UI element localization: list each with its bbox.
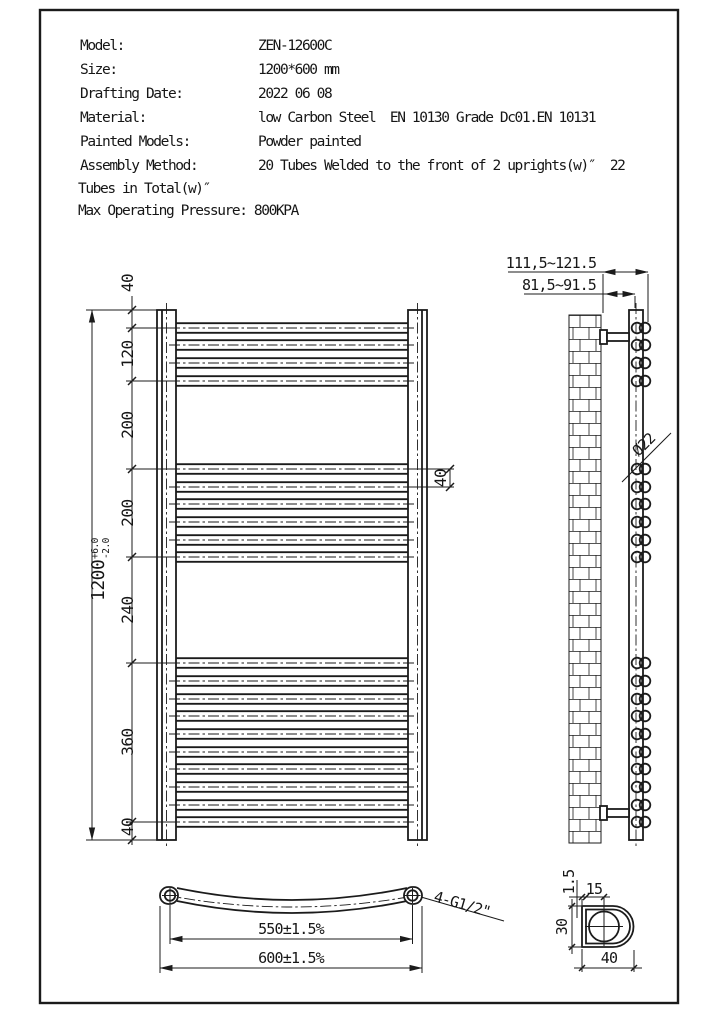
front-overall-tol-minus: -2.0 bbox=[101, 538, 112, 559]
front-view bbox=[86, 274, 454, 847]
painted-models-label: Painted Models: bbox=[80, 134, 190, 150]
front-tubes bbox=[169, 323, 415, 827]
thread-text: 4-G1/2" bbox=[431, 887, 493, 921]
overall-width-text: 600±1.5% bbox=[258, 949, 324, 967]
seg-dim-120: 120 bbox=[118, 340, 137, 368]
d-profile bbox=[582, 906, 633, 947]
painted-models-value: Powder painted bbox=[258, 134, 361, 150]
wall-section bbox=[569, 315, 601, 843]
mount-range-outer-text: 111,5~121.5 bbox=[505, 254, 597, 272]
model-value: ZEN-12600C bbox=[258, 38, 332, 54]
detail-depth-dim bbox=[574, 949, 642, 972]
title-block bbox=[80, 34, 658, 222]
pipe-centres-text: 550±1.5% bbox=[258, 920, 324, 938]
material-label: Material: bbox=[80, 110, 146, 126]
wall-hatch bbox=[569, 315, 601, 843]
plan-left-fitting bbox=[160, 887, 178, 904]
wall-thickness-text: 1.5 bbox=[560, 869, 578, 895]
assembly-method-label: Assembly Method: bbox=[80, 158, 198, 174]
seg-dim-40-bottom: 40 bbox=[118, 817, 137, 837]
section-detail bbox=[553, 870, 642, 972]
plan-right-fitting bbox=[404, 887, 422, 904]
size-value: 1200*600 mm bbox=[258, 62, 339, 78]
seg-dim-200-a: 200 bbox=[118, 411, 137, 439]
front-overall-dim-text: 1200 bbox=[88, 559, 109, 601]
material-value: low Carbon Steel EN 10130 Grade Dc01.EN 10131 bbox=[258, 110, 596, 126]
front-left-upright bbox=[157, 303, 176, 847]
assembly-continuation: Tubes in Total(w)″ bbox=[78, 181, 210, 197]
top-bracket bbox=[600, 330, 629, 344]
side-mount-dims bbox=[506, 254, 648, 322]
detail-wall-dim bbox=[560, 870, 578, 918]
front-right-upright bbox=[408, 303, 427, 847]
seg-dim-40-top: 40 bbox=[118, 273, 137, 293]
title-row-assembly bbox=[80, 154, 658, 178]
bottom-view bbox=[160, 887, 504, 973]
title-row-model bbox=[80, 34, 658, 58]
max-pressure-line: Max Operating Pressure: 800KPA bbox=[78, 203, 298, 219]
model-label: Model: bbox=[80, 38, 124, 54]
assembly-method-value: 20 Tubes Welded to the front of 2 uprights(w)″ 22 bbox=[258, 158, 625, 174]
side-tube-circles bbox=[632, 323, 651, 828]
seg-dim-240: 240 bbox=[118, 596, 137, 624]
seg-dim-200-b: 200 bbox=[118, 499, 137, 527]
seg-dim-360: 360 bbox=[118, 728, 137, 756]
plan-curved-tube bbox=[165, 888, 419, 913]
front-pitch-dim bbox=[410, 465, 454, 491]
profile-depth-text: 40 bbox=[600, 949, 618, 967]
tube-offset-text: 15 bbox=[585, 880, 603, 898]
drafting-date-label: Drafting Date: bbox=[80, 86, 183, 102]
front-overall-tol-plus: +6.0 bbox=[90, 538, 101, 559]
title-row-material bbox=[80, 106, 658, 130]
thread-callout bbox=[421, 888, 504, 921]
plan-centres-dim bbox=[170, 905, 413, 944]
title-row-size bbox=[80, 58, 658, 82]
mount-range-inner-text: 81,5~91.5 bbox=[521, 276, 597, 294]
drafting-date-value: 2022 06 08 bbox=[258, 86, 332, 102]
side-view bbox=[506, 254, 671, 847]
profile-width-text: 30 bbox=[553, 918, 571, 936]
tube-dia-text: Ø22 bbox=[628, 429, 659, 460]
pitch-dim-text: 40 bbox=[431, 468, 450, 488]
title-row-date bbox=[80, 82, 658, 106]
size-label: Size: bbox=[80, 62, 117, 78]
title-row-painted bbox=[80, 130, 658, 154]
bottom-bracket bbox=[600, 806, 629, 820]
front-chain-dims bbox=[118, 274, 177, 845]
